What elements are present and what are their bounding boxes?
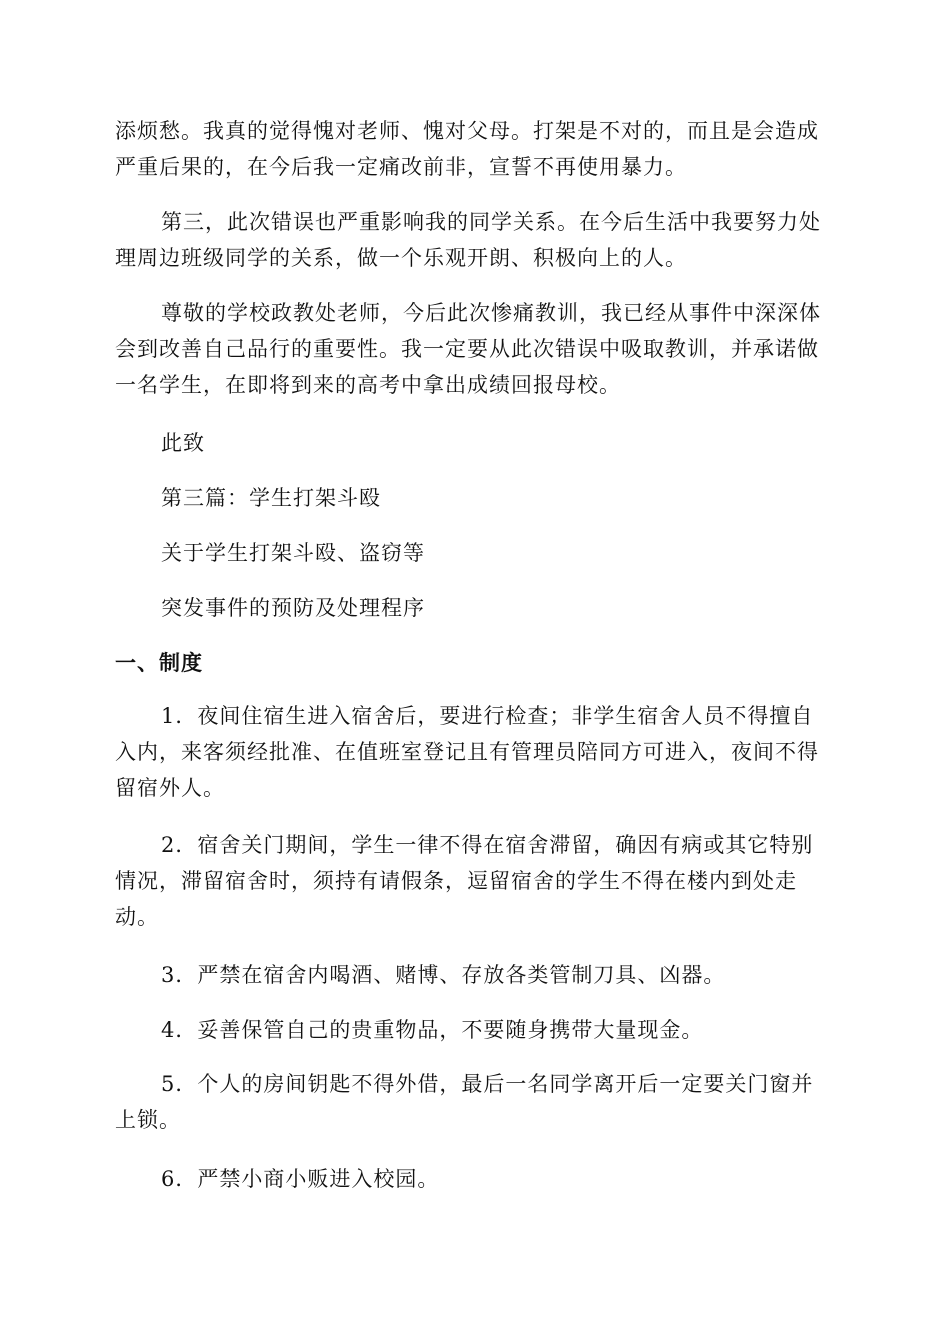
text-line: 1．夜间住宿生进入宿舍后，要进行检查；非学生宿舍人员不得擅自 bbox=[161, 704, 814, 728]
text-line: 动。 bbox=[115, 905, 159, 929]
text-line: 添烦愁。我真的觉得愧对老师、愧对父母。打架是不对的，而且是会造成 bbox=[115, 119, 819, 143]
closing-salutation: 此致 bbox=[161, 431, 205, 455]
text-line: 情况，滞留宿舍时，须持有请假条，逗留宿舍的学生不得在楼内到处走 bbox=[115, 869, 797, 893]
text-line: 一名学生，在即将到来的高考中拿出成绩回报母校。 bbox=[115, 373, 621, 397]
heading-rules: 一、制度 bbox=[115, 650, 203, 675]
text-line: 理周边班级同学的关系，做一个乐观开朗、积极向上的人。 bbox=[115, 246, 687, 270]
rule-item-4: 4．妥善保管自己的贵重物品，不要随身携带大量现金。 bbox=[161, 1018, 704, 1042]
paragraph-third-point bbox=[115, 204, 835, 276]
text-line: 2．宿舍关门期间，学生一律不得在宿舍滞留，确因有病或其它特别 bbox=[161, 833, 814, 857]
text-line: 留宿外人。 bbox=[115, 776, 225, 800]
rule-item-2 bbox=[115, 827, 835, 935]
subtitle-line-1: 关于学生打架斗殴、盗窃等 bbox=[161, 541, 425, 565]
text-line: 入内，来客须经批准、在值班室登记且有管理员陪同方可进入，夜间不得 bbox=[115, 740, 819, 764]
section-title: 第三篇：学生打架斗殴 bbox=[161, 486, 381, 510]
text-line: 第三，此次错误也严重影响我的同学关系。在今后生活中我要努力处 bbox=[161, 210, 821, 234]
text-line: 严重后果的，在今后我一定痛改前非，宣誓不再使用暴力。 bbox=[115, 155, 687, 179]
text-line: 尊敬的学校政教处老师，今后此次惨痛教训，我已经从事件中深深体 bbox=[161, 301, 821, 325]
rule-item-3: 3．严禁在宿舍内喝酒、赌博、存放各类管制刀具、凶器。 bbox=[161, 963, 726, 987]
subtitle-line-2: 突发事件的预防及处理程序 bbox=[161, 596, 425, 620]
rule-item-6: 6．严禁小商小贩进入校园。 bbox=[161, 1167, 440, 1191]
paragraph-apology-continued bbox=[115, 113, 835, 185]
rule-item-5 bbox=[115, 1066, 835, 1138]
text-line: 上锁。 bbox=[115, 1108, 181, 1132]
text-line: 5．个人的房间钥匙不得外借，最后一名同学离开后一定要关门窗并 bbox=[161, 1072, 814, 1096]
paragraph-respected-teacher bbox=[115, 295, 835, 403]
text-line: 会到改善自己品行的重要性。我一定要从此次错误中吸取教训，并承诺做 bbox=[115, 337, 819, 361]
rule-item-1 bbox=[115, 698, 835, 806]
